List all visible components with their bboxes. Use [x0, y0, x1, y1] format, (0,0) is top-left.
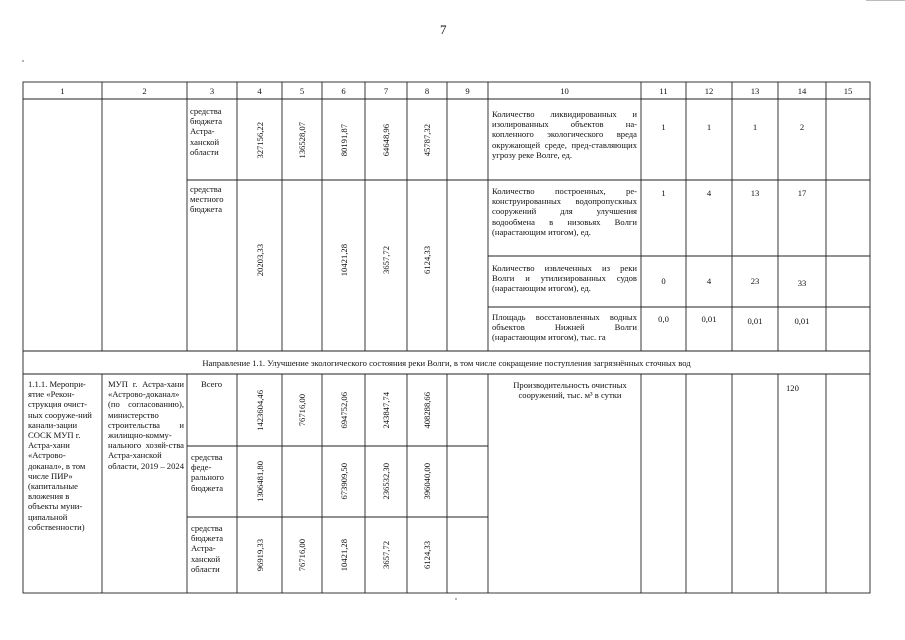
indicator-value: 1	[661, 122, 666, 132]
amount-col-4: 20203,33	[254, 243, 265, 277]
amount-col-4: 96919,33	[254, 538, 265, 572]
header-col-3: 3	[209, 86, 215, 96]
header-col-13: 13	[750, 86, 760, 96]
indicator-value: 1	[706, 122, 712, 132]
funding-source-label: средства местного бюджета	[190, 184, 224, 215]
header-col-2: 2	[142, 86, 147, 96]
amount-col-7: 243847,74	[381, 391, 391, 429]
indicator-value: 23	[750, 276, 760, 286]
amount-col-5: 76716,00	[297, 393, 307, 427]
amount-col-6: 80191,87	[338, 123, 349, 157]
page-number: 7	[440, 22, 447, 37]
header-col-6: 6	[341, 86, 346, 96]
indicator-value: 1	[752, 122, 758, 132]
header-col-8: 8	[424, 86, 430, 96]
header-col-12: 12	[704, 86, 714, 96]
amount-col-6: 10421,28	[338, 538, 349, 572]
indicator-value: 120	[786, 383, 799, 393]
header-col-4: 4	[257, 86, 262, 96]
amount-col-6: 10421,28	[338, 243, 349, 277]
amount-col-5: 76716,00	[297, 538, 307, 572]
indicator-value: 33	[797, 278, 807, 288]
indicator-value: 4	[706, 276, 712, 286]
amount-col-4: 1306481,80	[254, 461, 265, 502]
funding-source-label: средства бюджета Астра-ханской области	[190, 106, 223, 157]
indicator-text: Площадь восстановленных водных объектов Нижней Волги (нарастающим итогом), тыс. га	[492, 312, 637, 343]
amount-col-7: 236532,30	[381, 463, 391, 500]
amount-col-8: 396040,00	[422, 463, 432, 500]
indicator-value: 0,0	[658, 314, 669, 324]
amount-col-6: 694752,06	[338, 391, 349, 429]
header-col-11: 11	[659, 86, 668, 96]
amount-col-5	[282, 220, 322, 300]
amount-col-7: 64648,96	[381, 123, 391, 157]
amount-col-6: 673909,50	[338, 463, 349, 500]
indicator-value: 2	[799, 122, 805, 132]
header-col-15: 15	[843, 86, 853, 96]
header-col-1: 1	[60, 86, 65, 96]
indicator-value: 17	[797, 188, 807, 198]
indicator-value: 0,01	[701, 314, 717, 324]
executor-description: МУП г. Астра-хани «Астрово-доканал» (по согласованию), министерство строительства и жилищно-комму-нального хозяй-ства Астра-ханской области, 2019 – 2024	[108, 379, 184, 471]
amount-col-8: 6124,33	[422, 246, 432, 274]
indicator-value: 4	[706, 188, 712, 198]
indicator-value: 0	[661, 276, 666, 286]
activity-description: 1.1.1. Меропри-ятие «Рекон-струкция очист-ных сооруже-ний канали-зации СОСК МУП г. Астра-хани «Астрово-доканал», в том числе ПИР» (капитальные вложения в объекты муни-ципальной собственности)	[28, 379, 92, 532]
header-col-9: 9	[465, 86, 470, 96]
header-col-14: 14	[797, 86, 807, 96]
indicator-value: 0,01	[794, 316, 810, 326]
indicator-text: Количество извлеченных из реки Волги и утилизированных судов (нарастающим итогом), ед.	[492, 263, 637, 294]
indicator-value: 0,01	[747, 316, 763, 326]
amount-col-8: 408288,66	[422, 391, 432, 429]
indicator-text: Производительность очистных сооружений, тыс. м³ в сутки	[513, 380, 627, 401]
funding-source-label: средства бюджета Астра-ханской области	[191, 523, 224, 574]
direction-heading: Направление 1.1. Улучшение экологического состояния реки Волги, в том числе сокращение поступления загрязнённых сточных вод	[202, 358, 691, 368]
header-col-5: 5	[299, 86, 305, 96]
indicator-value: 13	[750, 188, 760, 198]
amount-col-4: 1423604,46	[254, 389, 265, 431]
amount-col-5	[282, 448, 322, 515]
amount-col-5: 136528,07	[297, 121, 307, 159]
indicator-text: Количество ликвидированных и изолированных объектов на-копленного экологического вреда окружающей среде, пред-ставляющих угрозу реке Волге, ед.	[492, 109, 637, 160]
funding-source-label: Всего	[201, 379, 223, 389]
indicator-text: Количество построенных, ре-конструированных водопропускных сооружений для улучшения водообмена в низовьях Волги (нарастающим итогом), ед.	[492, 186, 637, 237]
amount-col-7: 3657,72	[381, 246, 391, 274]
header-col-7: 7	[383, 86, 389, 96]
header-col-10: 10	[560, 86, 569, 96]
amount-col-8: 6124,33	[422, 541, 432, 569]
indicator-value: 1	[661, 188, 666, 198]
amount-col-4: 327156,22	[254, 121, 265, 159]
amount-col-7: 3657,72	[381, 541, 391, 569]
funding-source-label: средства феде-рального бюджета	[191, 452, 224, 493]
amount-col-8: 45787,32	[422, 123, 432, 157]
